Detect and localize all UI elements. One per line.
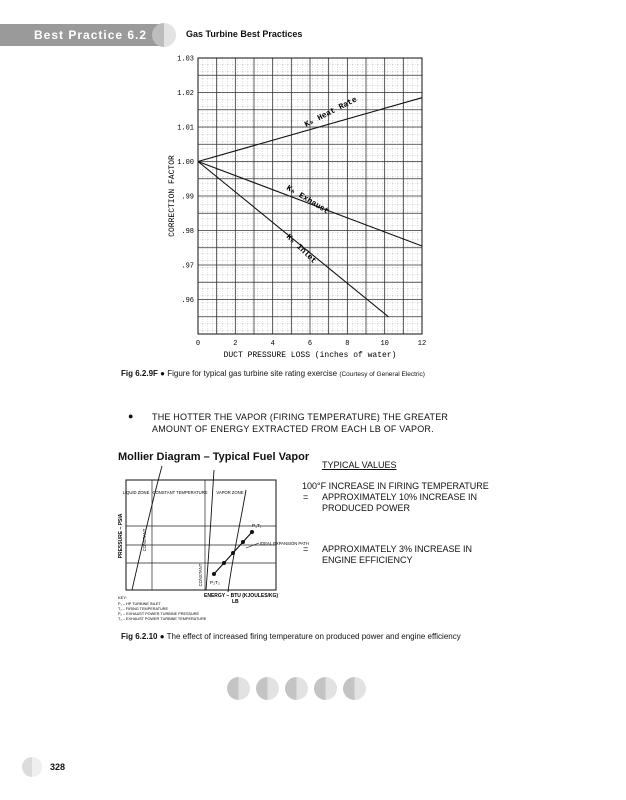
equals-sign: = bbox=[303, 544, 309, 554]
mollier-key-item: T₂ – EXHAUST POWER TURBINE TEMPERATURE bbox=[118, 617, 207, 621]
series-label-inlet: Kₕ Inlet bbox=[283, 232, 318, 266]
x-tick-label: 4 bbox=[270, 340, 275, 348]
y-tick-label: 1.03 bbox=[177, 55, 194, 64]
point-p1t1 bbox=[250, 530, 254, 534]
series-label-exhaust: Kₕ Exhaust bbox=[284, 183, 331, 217]
caption-credit: (Courtesy of General Electric) bbox=[339, 371, 425, 378]
mollier-x-axis-unit: LB bbox=[232, 599, 239, 605]
typical-value-power: APPROXIMATELY 10% INCREASE IN PRODUCED POWER bbox=[322, 492, 478, 513]
x-tick-label: 12 bbox=[417, 340, 427, 348]
section-label: Best Practice 6.2 bbox=[34, 28, 148, 42]
ideal-path-leader bbox=[246, 543, 259, 548]
x-tick-label: 0 bbox=[195, 340, 201, 348]
saturation-curve-right bbox=[206, 470, 214, 590]
constant-left-label: CONSTANT bbox=[142, 528, 147, 552]
caption-separator: ● bbox=[160, 369, 165, 378]
decorative-dot bbox=[256, 677, 279, 700]
y-tick-label: 1.01 bbox=[177, 124, 194, 133]
typical-values-line1: 100°F INCREASE IN FIRING TEMPERATURE bbox=[302, 481, 489, 491]
x-axis-label: DUCT PRESSURE LOSS (inches of water) bbox=[223, 351, 397, 360]
mollier-y-axis: PRESSURE – PSIA bbox=[118, 513, 124, 559]
mollier-key-item: P₁ – HP TURBINE INLET bbox=[118, 602, 161, 606]
x-tick-label: 6 bbox=[307, 340, 313, 348]
typical-values-heading: TYPICAL VALUES bbox=[322, 460, 397, 470]
saturation-curve-left bbox=[132, 466, 162, 590]
caption-text: Figure for typical gas turbine site rating exercise bbox=[167, 369, 338, 378]
caption-text: The effect of increased firing temperature on produced power and engine efficiency bbox=[166, 632, 461, 641]
x-tick-label: 2 bbox=[233, 340, 238, 348]
equals-sign: = bbox=[303, 492, 309, 502]
p2t2-label: P₂T₂ bbox=[210, 581, 220, 586]
series-label-heat-rate: Kₕ Heat Rate bbox=[303, 95, 359, 130]
page-number-circle bbox=[22, 757, 42, 777]
page-number: 328 bbox=[50, 762, 66, 772]
mollier-key-item: P₂ – EXHAUST POWER TURBINE PRESSURE bbox=[118, 612, 200, 616]
decorative-dot bbox=[285, 677, 308, 700]
constant-right-label: CONSTANT bbox=[198, 563, 203, 587]
mollier-x-axis: ENERGY – BTU (KJOULES/KG) bbox=[204, 593, 279, 599]
constant-temp-label: CONSTANT TEMPERATURE bbox=[152, 490, 208, 495]
y-tick-label: .98 bbox=[181, 228, 194, 236]
x-tick-label: 10 bbox=[380, 340, 389, 348]
fig-caption-1 bbox=[121, 369, 425, 378]
bullet-text: THE HOTTER THE VAPOR (FIRING TEMPERATURE) THE GREATER AMOUNT OF ENERGY EXTRACTED FROM EACH LB OF VAPOR. bbox=[152, 412, 449, 434]
mollier-key-title: KEY: bbox=[118, 595, 127, 600]
mollier-title: Mollier Diagram – Typical Fuel Vapor bbox=[118, 451, 310, 463]
bullet-mark: ● bbox=[128, 411, 134, 421]
decorative-dot bbox=[314, 677, 337, 700]
point-marker bbox=[222, 561, 226, 565]
mollier-diagram bbox=[118, 466, 309, 621]
y-tick-label: .97 bbox=[181, 262, 194, 271]
x-tick-label: 8 bbox=[345, 340, 350, 348]
y-tick-label: 1.02 bbox=[177, 90, 194, 98]
fig-number: Fig 6.2.9F bbox=[121, 369, 158, 378]
point-p2t2 bbox=[212, 572, 216, 576]
decorative-dot bbox=[227, 677, 250, 700]
point-marker bbox=[241, 540, 245, 544]
y-axis-label: CORRECTION FACTOR bbox=[168, 155, 177, 237]
typical-value-efficiency: APPROXIMATELY 3% INCREASE IN ENGINE EFFICIENCY bbox=[322, 544, 473, 565]
y-tick-label: .99 bbox=[181, 193, 194, 202]
liquid-zone-label: LIQUID ZONE bbox=[122, 490, 150, 495]
mollier-key-item: T₁ – FIRING TEMPERATURE bbox=[118, 607, 169, 611]
y-tick-label: .96 bbox=[181, 297, 194, 305]
decorative-dot bbox=[343, 677, 366, 700]
vapor-zone-label: VAPOR ZONE bbox=[216, 490, 244, 495]
ideal-path-label: IDEAL EXPANSION PATH bbox=[260, 541, 309, 546]
p1t1-label: P₁T₁ bbox=[252, 524, 262, 529]
fig-caption-2 bbox=[121, 632, 461, 641]
running-title: Gas Turbine Best Practices bbox=[186, 29, 303, 39]
point-marker bbox=[231, 551, 235, 555]
caption-separator: ● bbox=[159, 632, 165, 641]
fig-number: Fig 6.2.10 bbox=[121, 632, 158, 641]
y-tick-label: 1.00 bbox=[177, 159, 194, 167]
